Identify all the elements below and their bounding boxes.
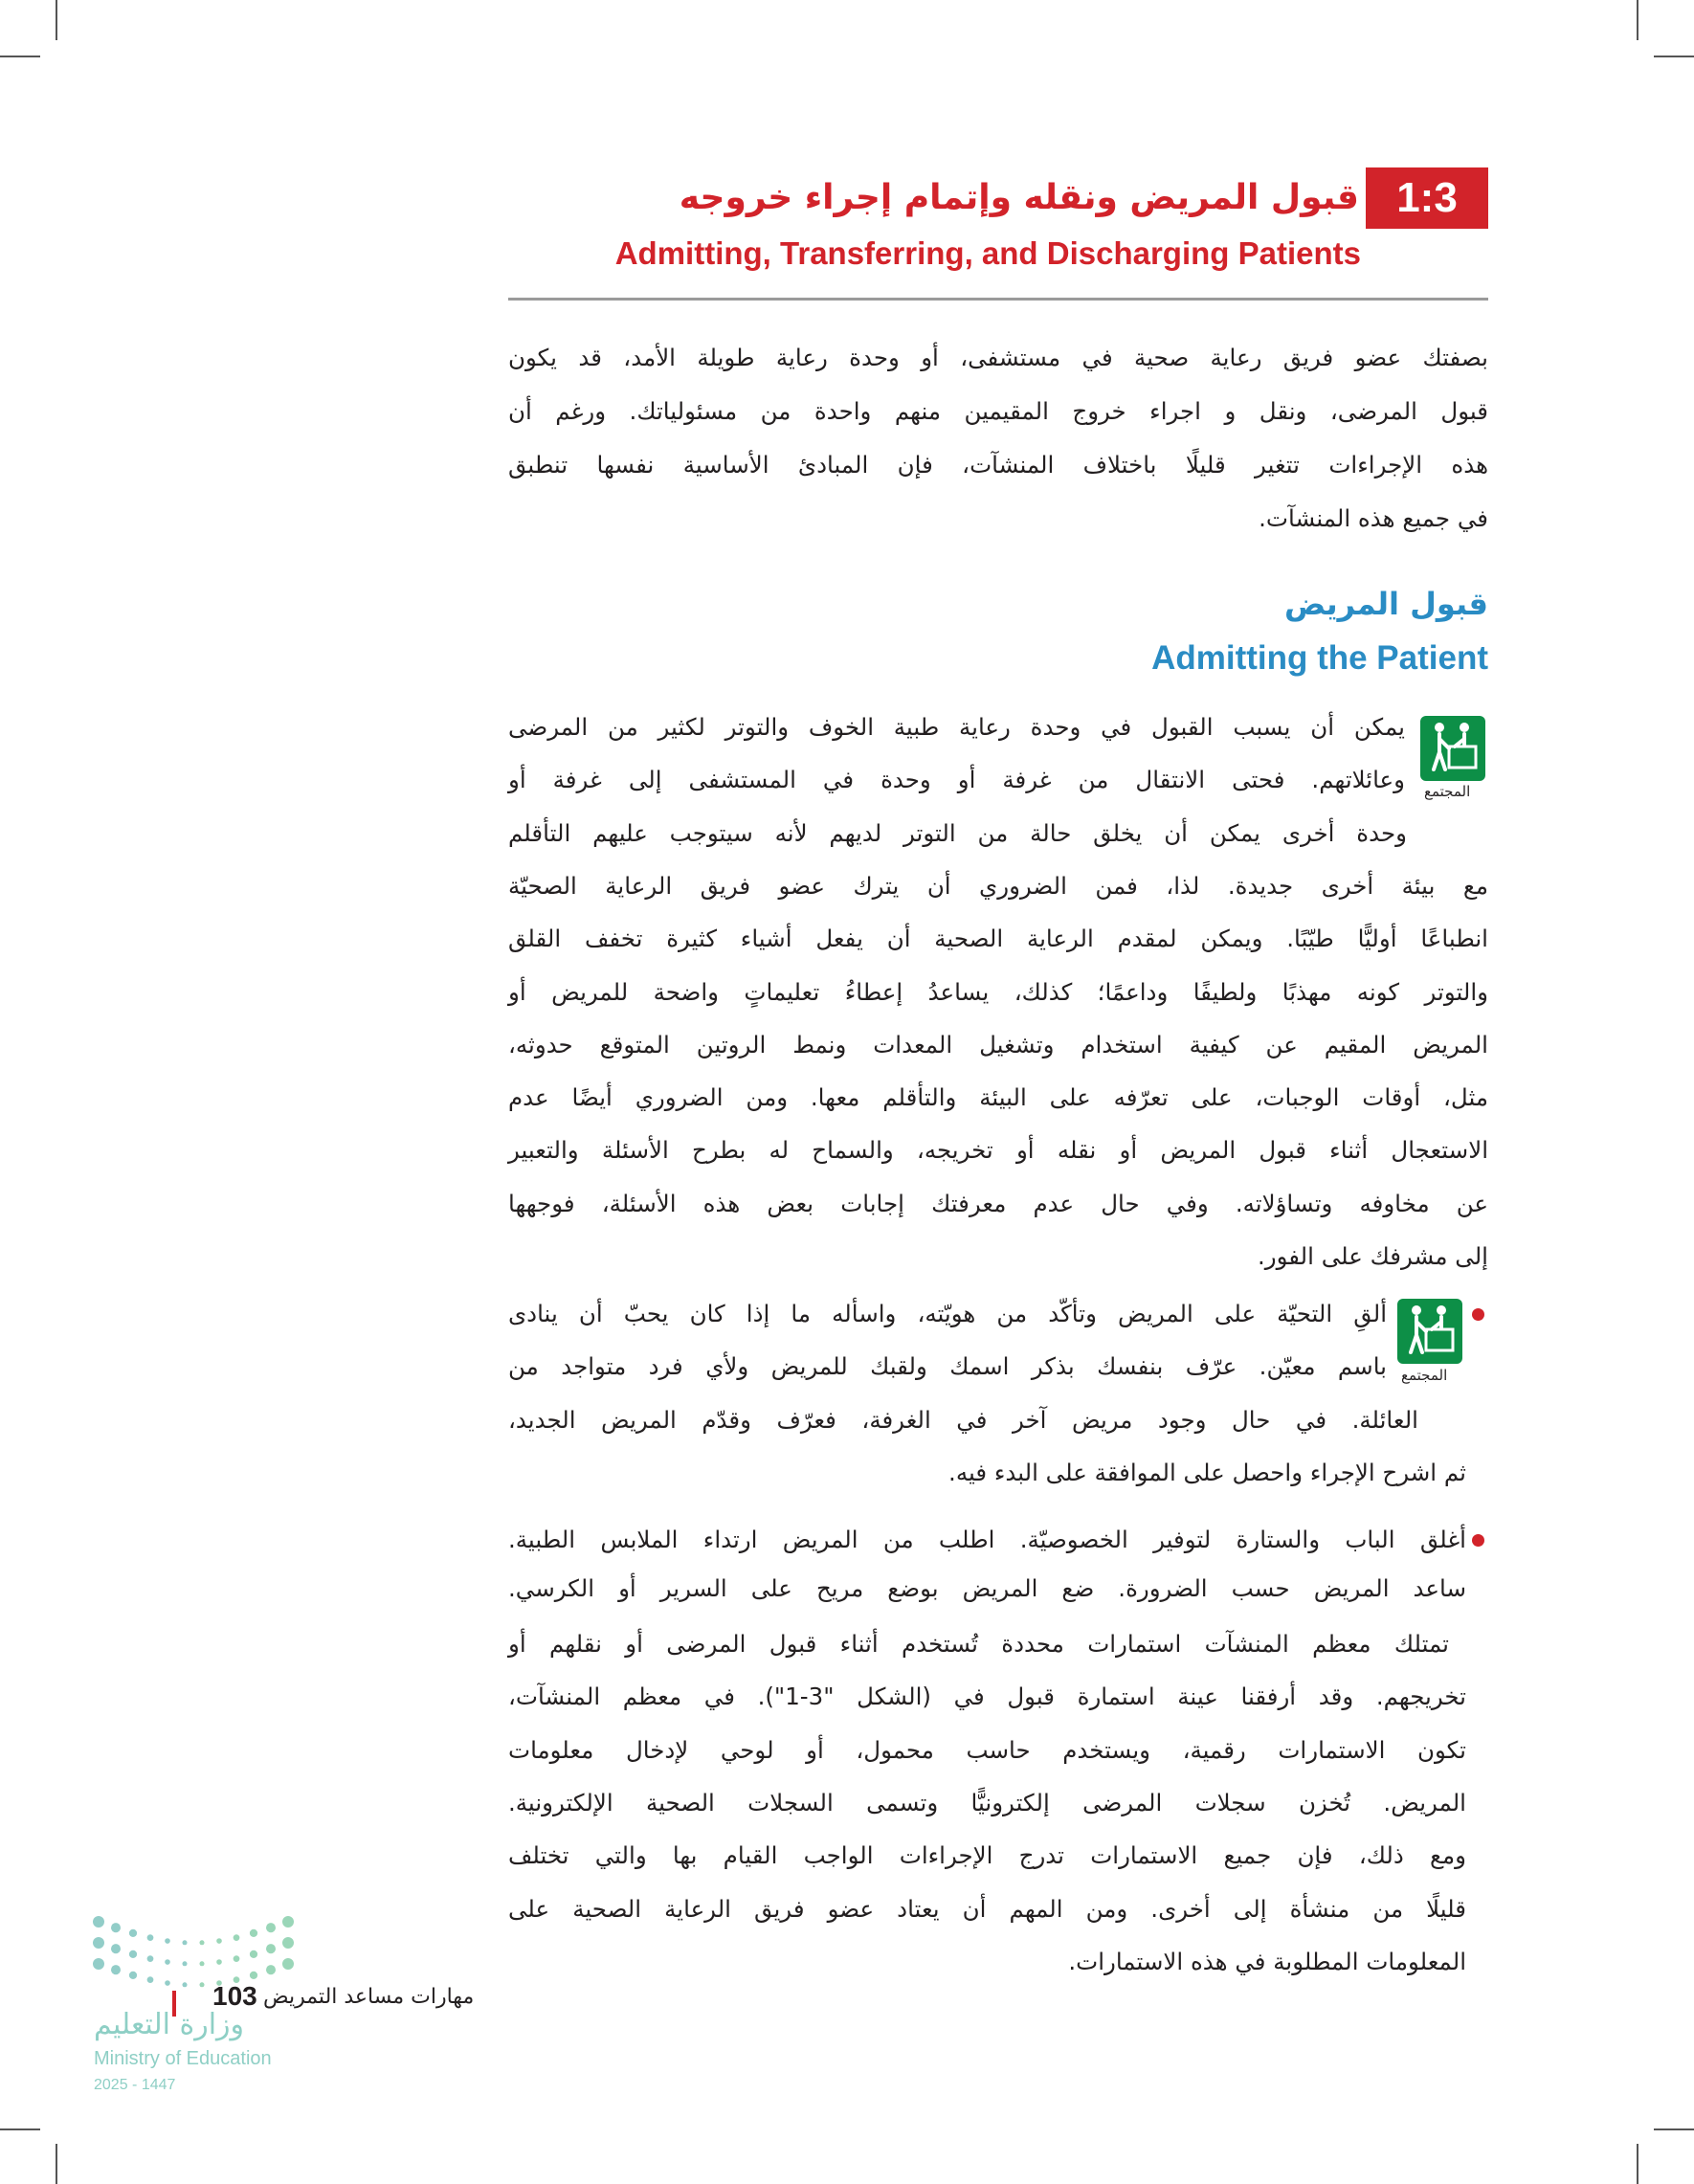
text-line: المعلومات المطلوبة في هذه الاستمارات. xyxy=(1068,1947,1466,1975)
text-line: هذه الإجراءات تتغير قليلًا باختلاف المنشآت، فإن المبادئ الأساسية نفسها تنطبق xyxy=(508,451,1488,479)
text-line: في جميع هذه المنشآت. xyxy=(1259,504,1488,532)
logo-dot xyxy=(266,1923,276,1932)
logo-dot xyxy=(129,1972,137,1979)
community-icon xyxy=(1397,1299,1462,1364)
logo-dot xyxy=(199,1982,204,1987)
crop-mark xyxy=(0,2128,40,2130)
logo-dot xyxy=(266,1944,276,1953)
logo-dot xyxy=(199,1961,204,1966)
logo-dot xyxy=(93,1937,104,1949)
ministry-name-ar: وزارة التعليم xyxy=(94,2008,245,2041)
logo-dot xyxy=(111,1944,121,1953)
logo-dot xyxy=(250,1972,257,1979)
text-line: تمتلك معظم المنشآت استمارات محددة تُستخدم أثناء قبول المرضى أو نقلهم أو xyxy=(508,1630,1449,1658)
logo-dot xyxy=(147,1955,154,1962)
logo-dot xyxy=(199,1940,204,1945)
section-heading-ar: قبول المريض xyxy=(1284,586,1488,622)
logo-dot xyxy=(111,1923,121,1932)
text-line: ثم اشرح الإجراء واحصل على الموافقة على البدء فيه. xyxy=(948,1458,1466,1486)
logo-dot xyxy=(129,1950,137,1958)
community-icon-label: المجتمع xyxy=(1424,783,1471,800)
community-icon-label: المجتمع xyxy=(1401,1367,1448,1384)
logo-dot xyxy=(165,1980,170,1986)
text-line: انطباعًا أوليًّا طيّبًا. ويمكن لمقدم الرعاية الصحية أن يفعل أشياء كثيرة تخفف القلق xyxy=(508,925,1488,953)
text-line: ومع ذلك، فإن جميع الاستمارات تدرج الإجراءات الواجب القيام بها والتي تختلف xyxy=(508,1841,1466,1870)
text-line: عن مخاوفه وتساؤلاته. وفي حال عدم معرفتك إجابات بعض هذه الأسئلة، فوجهها xyxy=(508,1189,1488,1217)
text-line: وعائلاتهم. فحتى الانتقال من غرفة أو وحدة في المستشفى إلى غرفة أو xyxy=(508,766,1405,794)
text-line: أغلق الباب والستارة لتوفير الخصوصيّة. اطلب من المريض ارتداء الملابس الطبية. xyxy=(508,1526,1466,1553)
logo-dot xyxy=(250,1950,257,1958)
logo-dot xyxy=(266,1965,276,1974)
text-line: المريض. تُخزن سجلات المرضى إلكترونيًّا وتسمى السجلات الصحية الإلكترونية. xyxy=(508,1788,1466,1816)
logo-dot xyxy=(216,1938,222,1944)
text-line: قليلًا من منشأة إلى أخرى. ومن المهم أن يعتاد عضو فريق الرعاية الصحية على xyxy=(508,1894,1466,1923)
page-number: 103 xyxy=(212,1981,257,2011)
logo-dot xyxy=(182,1940,187,1945)
crop-mark xyxy=(56,0,57,40)
text-line: تكون الاستمارات رقمية، ويستخدم حاسب محمول، أو لوحي لإدخال معلومات xyxy=(508,1735,1466,1764)
crop-mark xyxy=(0,56,40,57)
book-title: مهارات مساعد التمريض xyxy=(263,1985,475,2009)
ministry-name-en: Ministry of Education xyxy=(94,2048,272,2069)
text-line: مثل، أوقات الوجبات، على تعرّفه على البيئة والتأقلم معها. ومن الضروري أيضًا عدم xyxy=(508,1083,1488,1112)
logo-dot xyxy=(282,1958,294,1970)
logo-dot xyxy=(147,1976,154,1983)
logo-dot xyxy=(147,1934,154,1941)
text-line: مع بيئة أخرى جديدة. لذا، فمن الضروري أن يترك عضو فريق الرعاية الصحيّة xyxy=(508,871,1488,900)
crop-mark xyxy=(1637,0,1638,40)
logo-dot xyxy=(182,1961,187,1966)
logo-dot xyxy=(165,1959,170,1965)
ministry-logo-dots xyxy=(91,1914,301,1991)
crop-mark xyxy=(1654,56,1694,57)
section-number: 1:3 xyxy=(1366,167,1488,229)
text-line: ألقِ التحيّة على المريض وتأكّد من هويّته، واسأله ما إذا كان يحبّ أن ينادى xyxy=(508,1300,1387,1327)
text-line: ساعد المريض حسب الضرورة. ضع المريض بوضع مريح على السرير أو الكرسي. xyxy=(508,1574,1466,1602)
text-line: بصفتك عضو فريق رعاية صحية في مستشفى، أو وحدة رعاية طويلة الأمد، قد يكون xyxy=(508,344,1488,371)
logo-dot xyxy=(234,1934,240,1941)
text-line: العائلة. في حال وجود مريض آخر في الغرفة، فعرّف وقدّم المريض الجديد، xyxy=(508,1405,1418,1434)
bullet-icon xyxy=(1472,1534,1484,1547)
text-line: تخريجهم. وقد أرفقنا عينة استمارة قبول في (الشكل "3-1"). في معظم المنشآت، xyxy=(508,1683,1466,1711)
logo-dot xyxy=(93,1916,104,1928)
title-divider xyxy=(508,298,1488,301)
crop-mark xyxy=(1637,2144,1638,2184)
logo-dot xyxy=(93,1958,104,1970)
community-icon xyxy=(1420,716,1485,781)
crop-mark xyxy=(56,2144,57,2184)
text-line: والتوتر كونه مهذبًا ولطيفًا وداعمًا؛ كذلك، يساعدُ إعطاءُ تعليماتٍ واضحة للمريض أو xyxy=(508,977,1488,1006)
page-title-en: Admitting, Transferring, and Discharging Patients xyxy=(614,235,1361,271)
logo-dot xyxy=(182,1982,187,1987)
logo-dot xyxy=(111,1965,121,1974)
section-heading-en: Admitting the Patient xyxy=(1151,639,1488,677)
logo-dot xyxy=(129,1929,137,1937)
page-title-ar: قبول المريض ونقله وإتمام إجراء خروجه xyxy=(679,178,1359,217)
logo-dot xyxy=(216,1959,222,1965)
text-line: المريض المقيم عن كيفية استخدام وتشغيل المعدات ونمط الروتين المتوقع حدوثه، xyxy=(508,1030,1488,1059)
text-line: وحدة أخرى يمكن أن يخلق حالة من التوتر لديهم لأنه سيتوجب عليهم التأقلم xyxy=(508,818,1407,847)
crop-mark xyxy=(1654,2128,1694,2130)
text-line: الاستعجال أثناء قبول المريض أو نقله أو تخريجه، والسماح له بطرح الأسئلة والتعبير xyxy=(508,1136,1488,1165)
text-line: يمكن أن يسبب القبول في وحدة رعاية طبية الخوف والتوتر لكثير من المرضى xyxy=(508,713,1405,741)
text-line: إلى مشرفك على الفور. xyxy=(1257,1242,1488,1270)
logo-dot xyxy=(165,1938,170,1944)
logo-dot xyxy=(250,1929,257,1937)
logo-dot xyxy=(282,1937,294,1949)
bullet-icon xyxy=(1472,1308,1484,1321)
text-line: باسم معيّن. عرّف بنفسك بذكر اسمك ولقبك للمريض ولأي فرد متواجد من xyxy=(508,1352,1387,1381)
ministry-year: 2025 - 1447 xyxy=(94,2077,176,2093)
logo-dot xyxy=(282,1916,294,1928)
logo-dot xyxy=(234,1955,240,1962)
text-line: قبول المرضى، ونقل و اجراء خروج المقيمين منهم واحدة من مسئولياتك. ورغم أن xyxy=(508,397,1488,425)
